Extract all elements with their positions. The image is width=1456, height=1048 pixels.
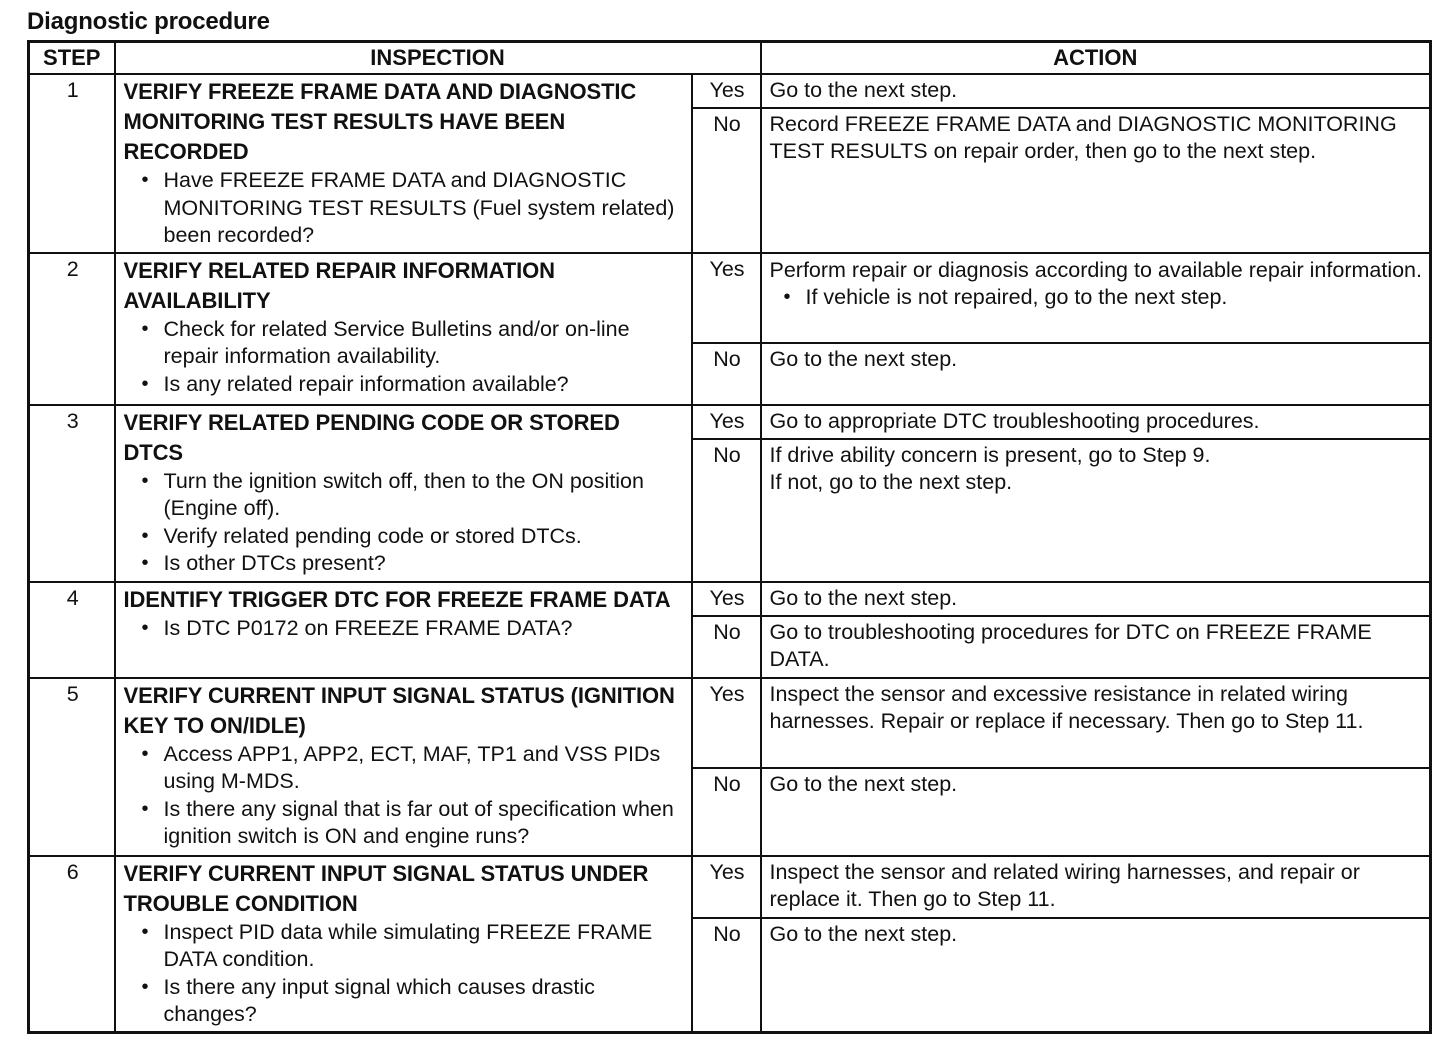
header-action: ACTION [761, 42, 1431, 75]
step-number: 4 [29, 582, 115, 678]
yes-action-cell [761, 253, 1431, 343]
yes-action: Inspect the sensor and related wiring harnesses, and repair or replace it. Then go to Step 11. [761, 856, 1431, 919]
inspection-cell [115, 582, 692, 678]
inspection-bullet: • Inspect PID data while simulating FREEZE FRAME DATA condition. [142, 919, 685, 974]
step-number: 2 [29, 253, 115, 405]
no-action: Go to the next step. [761, 918, 1431, 1032]
table-header-row [29, 42, 1431, 75]
inspection-bullets [124, 615, 685, 643]
yes-label: Yes [692, 678, 761, 768]
yes-action: Go to the next step. [761, 582, 1431, 616]
yes-action: Go to appropriate DTC troubleshooting procedures. [761, 405, 1431, 439]
inspection-bullet: • Is there any signal that is far out of specification when ignition switch is ON and engine runs? [142, 796, 685, 851]
table-row [29, 405, 1431, 439]
step-number: 5 [29, 678, 115, 856]
no-action-cell [761, 439, 1431, 582]
yes-label: Yes [692, 856, 761, 919]
inspection-bullets [124, 468, 685, 578]
no-action: Go to the next step. [761, 343, 1431, 405]
inspection-bullet: • Turn the ignition switch off, then to the ON position (Engine off). [142, 468, 685, 523]
diagnostic-procedure-table [27, 40, 1432, 1034]
inspection-title: VERIFY CURRENT INPUT SIGNAL STATUS UNDER TROUBLE CONDITION [123, 860, 649, 916]
no-action-line: If drive ability concern is present, go to Step 9. [769, 442, 1211, 467]
no-label: No [692, 439, 761, 582]
inspection-title: VERIFY FREEZE FRAME DATA AND DIAGNOSTIC MONITORING TEST RESULTS HAVE BEEN RECORDED [123, 79, 637, 164]
table-row [29, 678, 1431, 768]
no-action: Go to troubleshooting procedures for DTC on FREEZE FRAME DATA. [761, 616, 1431, 678]
table-row [29, 582, 1431, 616]
inspection-cell [115, 405, 692, 582]
step-number: 3 [29, 405, 115, 582]
table-row [29, 74, 1431, 108]
inspection-cell [115, 678, 692, 856]
yes-label: Yes [692, 405, 761, 439]
yes-action: Go to the next step. [761, 74, 1431, 108]
inspection-cell [115, 856, 692, 1033]
yes-label: Yes [692, 582, 761, 616]
yes-action: Inspect the sensor and excessive resistance in related wiring harnesses. Repair or replace if necessary. Then go to Step 11. [761, 678, 1431, 768]
yes-label: Yes [692, 74, 761, 108]
inspection-title: VERIFY RELATED PENDING CODE OR STORED DTCS [123, 409, 620, 465]
no-action-line: If not, go to the next step. [769, 469, 1013, 494]
inspection-title: VERIFY CURRENT INPUT SIGNAL STATUS (IGNITION KEY TO ON/IDLE) [123, 682, 675, 738]
inspection-bullet: • Check for related Service Bulletins and/or on-line repair information availability. [142, 316, 685, 371]
no-label: No [692, 918, 761, 1032]
inspection-bullet: • Have FREEZE FRAME DATA and DIAGNOSTIC MONITORING TEST RESULTS (Fuel system related) been recorded? [142, 167, 685, 250]
page-title: Diagnostic procedure [27, 8, 270, 35]
inspection-title: IDENTIFY TRIGGER DTC FOR FREEZE FRAME DATA [123, 586, 671, 612]
inspection-cell [115, 74, 692, 253]
table-row [29, 856, 1431, 919]
inspection-bullet: • Is other DTCs present? [142, 550, 685, 578]
inspection-cell [115, 253, 692, 405]
yes-label: Yes [692, 253, 761, 343]
inspection-bullets [124, 167, 685, 250]
inspection-bullet: • Is DTC P0172 on FREEZE FRAME DATA? [142, 615, 685, 643]
no-label: No [692, 343, 761, 405]
header-step: STEP [29, 42, 115, 75]
no-action: Go to the next step. [761, 768, 1431, 856]
no-action: Record FREEZE FRAME DATA and DIAGNOSTIC MONITORING TEST RESULTS on repair order, then go to the next step. [761, 108, 1431, 252]
inspection-bullets [124, 316, 685, 399]
no-label: No [692, 768, 761, 856]
yes-action: Perform repair or diagnosis according to available repair information. [769, 257, 1422, 282]
no-label: No [692, 616, 761, 678]
header-inspection: INSPECTION [115, 42, 761, 75]
action-bullets [770, 284, 1424, 311]
inspection-title: VERIFY RELATED REPAIR INFORMATION AVAILABILITY [123, 257, 555, 313]
action-bullet: • If vehicle is not repaired, go to the next step. [784, 284, 1424, 311]
inspection-bullet: • Access APP1, APP2, ECT, MAF, TP1 and VSS PIDs using M-MDS. [142, 741, 685, 796]
inspection-bullet: • Is there any input signal which causes drastic changes? [142, 974, 685, 1029]
step-number: 1 [29, 74, 115, 253]
inspection-bullets [124, 741, 685, 851]
step-number: 6 [29, 856, 115, 1033]
inspection-bullet: • Verify related pending code or stored DTCs. [142, 523, 685, 551]
table-row [29, 253, 1431, 343]
no-label: No [692, 108, 761, 252]
inspection-bullet: • Is any related repair information available? [142, 371, 685, 399]
inspection-bullets [124, 919, 685, 1029]
